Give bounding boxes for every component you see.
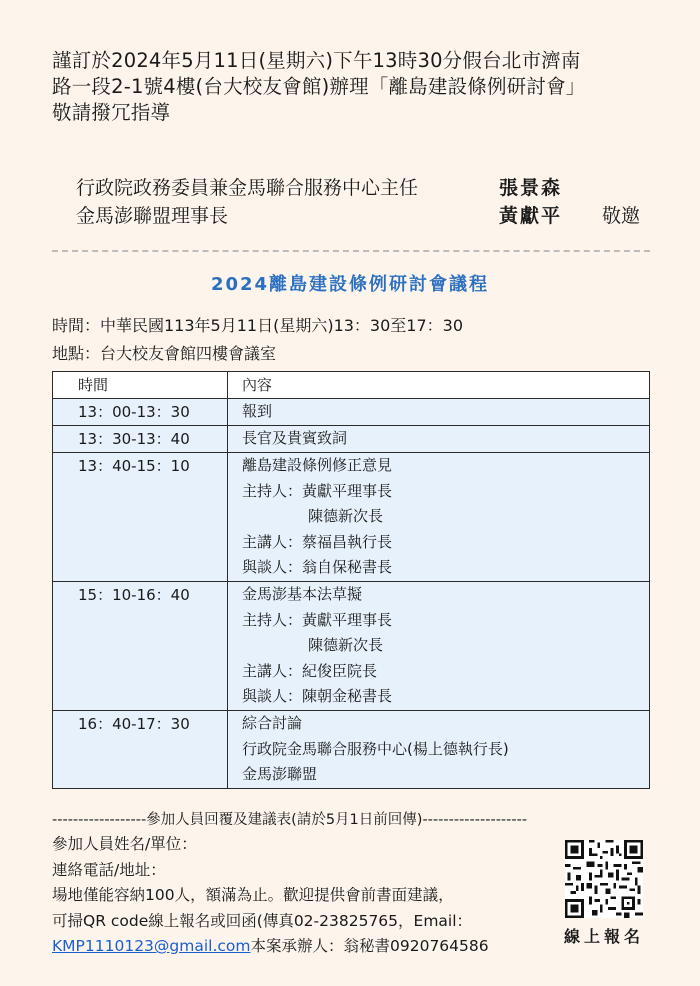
phone-address-field: 連絡電話/地址：: [52, 860, 166, 879]
contact-person: 本案承辦人：翁秘書0920764586: [250, 937, 489, 955]
session-line: 陳德新次長: [308, 636, 384, 655]
dashed-divider: [52, 250, 650, 252]
table-row: [53, 426, 650, 453]
agenda-meta: [52, 312, 463, 368]
session-line: 主持人：黃獻平理事長: [242, 481, 393, 500]
respectful-invite: 敬邀: [602, 205, 641, 227]
session-line: 行政院金馬聯合服務中心(楊上德執行長): [242, 739, 509, 758]
session-line: 長官及貴賓致詞: [242, 429, 348, 447]
session-content: [228, 426, 650, 453]
session-line: 與談人：翁自保秘書長: [242, 558, 393, 577]
name-unit-field: 參加人員姓名/單位：: [52, 835, 197, 853]
session-line: 綜合討論: [242, 713, 303, 732]
session-time: 13：30-13：40: [53, 426, 228, 453]
table-row: [53, 453, 650, 582]
table-row: [53, 710, 650, 788]
header-time: 時間: [53, 372, 228, 399]
contact-line: [52, 934, 489, 960]
signer-title: 行政院政務委員兼金馬聯合服務中心主任: [76, 177, 419, 199]
session-time: 15：10-16：40: [53, 581, 228, 710]
agenda-title: 2024離島建設條例研討會議程: [210, 274, 490, 295]
agenda-time: 時間：中華民國113年5月11日(星期六)13：30至17：30: [52, 316, 464, 335]
table-row: [53, 581, 650, 710]
reply-form: [52, 832, 489, 960]
intro-line: 路一段2-1號4樓(台大校友會館)辦理「離島建設條例研討會」: [52, 75, 586, 98]
session-line: 金馬澎聯盟: [242, 765, 318, 784]
session-line: 與談人：陳朝金秘書長: [242, 687, 393, 706]
reply-form-header: ------------------參加人員回覆及建議表(請於5月1日前回傳)--------------------: [52, 812, 528, 828]
intro-line: 敬請撥冗指導: [52, 101, 171, 124]
table-header-row: [53, 372, 650, 399]
fax-email-note: 可掃QR code線上報名或回函(傳真02-23825765，Email：: [52, 911, 473, 930]
signer-title: 金馬澎聯盟理事長: [76, 205, 229, 227]
session-content: [228, 453, 650, 582]
invitation-text: [52, 48, 672, 126]
email-link[interactable]: KMP1110123@gmail.com: [52, 937, 251, 955]
session-line: 報到: [242, 402, 273, 420]
header-content: 內容: [228, 372, 650, 399]
qr-label: 線上報名: [563, 927, 644, 946]
session-content: [228, 399, 650, 426]
signer-name: 張景森: [499, 177, 563, 199]
agenda-table: [52, 371, 650, 789]
session-time: 13：40-15：10: [53, 453, 228, 582]
signature-block: [76, 174, 666, 230]
session-content: [228, 710, 650, 788]
session-line: 離島建設條例修正意見: [242, 456, 393, 474]
session-line: 金馬澎基本法草擬: [242, 584, 363, 603]
registration-qr-code[interactable]: [565, 840, 643, 918]
capacity-note: 場地僅能容納100人，額滿為止。歡迎提供會前書面建議，: [52, 886, 454, 904]
session-line: 主持人：黃獻平理事長: [242, 610, 393, 629]
table-row: [53, 399, 650, 426]
session-content: [228, 581, 650, 710]
session-line: 陳德新次長: [308, 507, 384, 526]
session-time: 16：40-17：30: [53, 710, 228, 788]
intro-line: 謹訂於2024年5月11日(星期六)下午13時30分假台北市濟南: [52, 49, 581, 72]
agenda-place: 地點：台大校友會館四樓會議室: [52, 344, 277, 363]
session-time: 13：00-13：30: [53, 399, 228, 426]
signature-row: [76, 174, 666, 202]
signer-name: 黃獻平: [499, 205, 563, 227]
session-line: 主講人：紀俊臣院長: [242, 661, 378, 680]
signature-row: [76, 202, 666, 230]
session-line: 主講人：蔡福昌執行長: [242, 532, 393, 551]
